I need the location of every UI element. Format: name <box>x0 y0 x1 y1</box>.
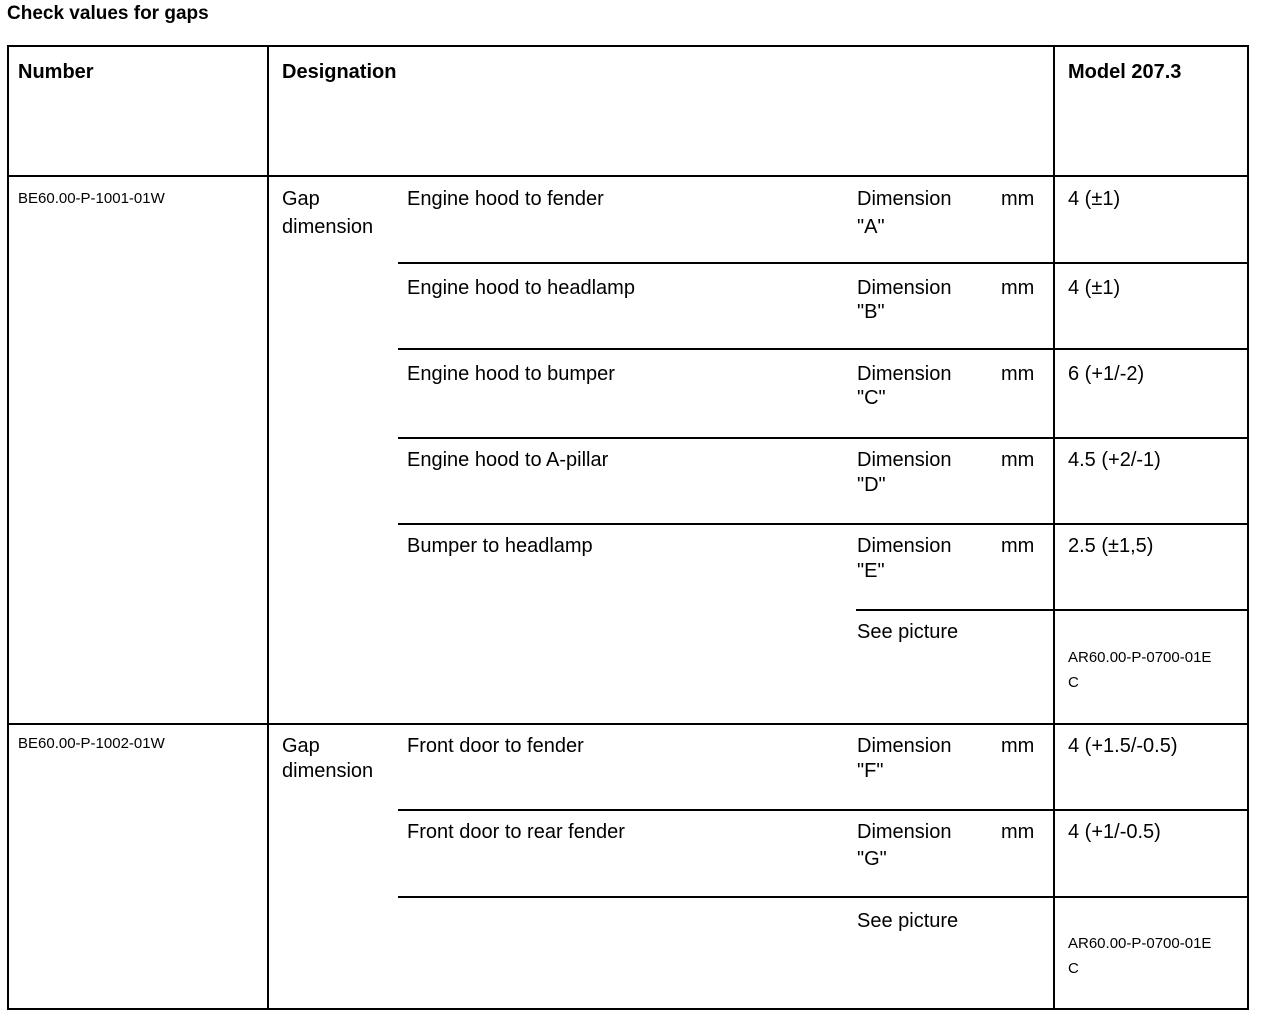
row-unit: mm <box>1001 188 1035 210</box>
row-dimension-label: "C" <box>857 387 886 409</box>
table-border-top <box>7 45 1249 47</box>
picture-reference-suffix[interactable]: C <box>1068 674 1079 691</box>
row-value: 4 (±1) <box>1068 188 1121 210</box>
row-value: 4.5 (+2/-1) <box>1068 449 1161 471</box>
group-category: dimension <box>282 216 374 238</box>
group-category: dimension <box>282 760 374 782</box>
row-unit: mm <box>1001 535 1035 557</box>
row-item: Engine hood to A-pillar <box>407 449 609 471</box>
row-dimension: Dimension <box>857 735 952 757</box>
picture-reference[interactable]: AR60.00-P-0700-01E <box>1068 649 1212 666</box>
row-dimension: Dimension <box>857 821 952 843</box>
see-picture-label: See picture <box>857 910 959 932</box>
row-dimension-label: "F" <box>857 760 884 782</box>
row-dimension-label: "G" <box>857 848 887 870</box>
picture-reference[interactable]: AR60.00-P-0700-01E <box>1068 935 1212 952</box>
row-divider <box>398 348 1249 350</box>
column-divider <box>1053 45 1055 1010</box>
row-dimension-label: "D" <box>857 474 886 496</box>
group-category: Gap <box>282 188 320 210</box>
row-value: 4 (+1.5/-0.5) <box>1068 735 1178 757</box>
group-number: BE60.00-P-1001-01W <box>18 190 165 207</box>
column-divider <box>267 45 269 1010</box>
table-border-bottom <box>7 1008 1249 1010</box>
row-item: Front door to rear fender <box>407 821 625 843</box>
row-unit: mm <box>1001 821 1035 843</box>
row-item: Engine hood to bumper <box>407 363 615 385</box>
row-unit: mm <box>1001 449 1035 471</box>
picture-reference-suffix[interactable]: C <box>1068 960 1079 977</box>
row-item: Bumper to headlamp <box>407 535 593 557</box>
row-value: 4 (±1) <box>1068 277 1121 299</box>
row-dimension-label: "E" <box>857 560 885 582</box>
row-dimension: Dimension <box>857 449 952 471</box>
header-number: Number <box>18 61 94 83</box>
row-unit: mm <box>1001 277 1035 299</box>
row-item: Engine hood to headlamp <box>407 277 635 299</box>
row-divider <box>398 437 1249 439</box>
row-unit: mm <box>1001 735 1035 757</box>
row-value: 2.5 (±1,5) <box>1068 535 1154 557</box>
row-dimension-label: "A" <box>857 216 885 238</box>
see-picture-label: See picture <box>857 621 959 643</box>
row-unit: mm <box>1001 363 1035 385</box>
page-title: Check values for gaps <box>7 3 209 24</box>
row-dimension-label: "B" <box>857 301 885 323</box>
table-border-left <box>7 45 9 1010</box>
group-number: BE60.00-P-1002-01W <box>18 735 165 752</box>
group-divider <box>7 723 1249 725</box>
group-category: Gap <box>282 735 320 757</box>
row-value: 6 (+1/-2) <box>1068 363 1145 385</box>
row-dimension: Dimension <box>857 535 952 557</box>
row-dimension: Dimension <box>857 363 952 385</box>
row-divider <box>398 809 1249 811</box>
header-divider <box>7 175 1249 177</box>
row-dimension: Dimension <box>857 188 952 210</box>
row-divider <box>398 523 1249 525</box>
header-designation: Designation <box>282 61 397 83</box>
row-divider <box>398 262 1249 264</box>
row-divider <box>398 896 1249 898</box>
row-value: 4 (+1/-0.5) <box>1068 821 1161 843</box>
row-dimension: Dimension <box>857 277 952 299</box>
row-item: Engine hood to fender <box>407 188 604 210</box>
header-model: Model 207.3 <box>1068 61 1182 83</box>
table-border-right <box>1247 45 1249 1010</box>
row-item: Front door to fender <box>407 735 584 757</box>
